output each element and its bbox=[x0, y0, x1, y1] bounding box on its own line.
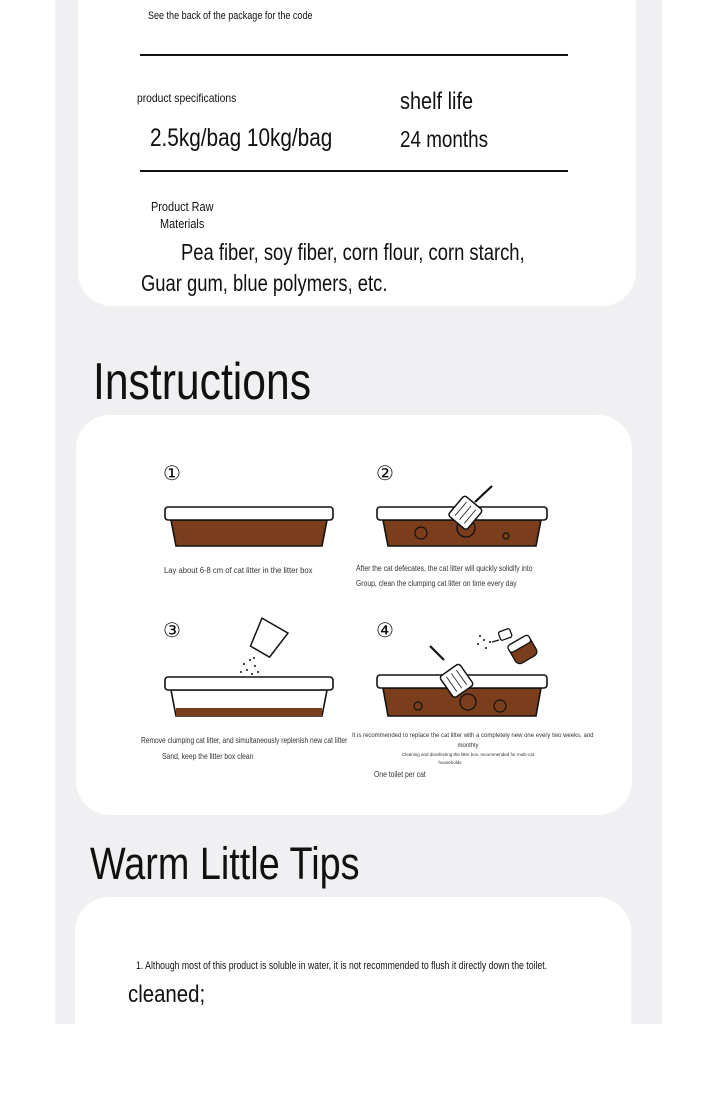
step-2-caption-line1: After the cat defecates, the cat litter will quickly solidify into bbox=[356, 564, 533, 573]
specifications-value: 2.5kg/bag 10kg/bag bbox=[150, 124, 333, 152]
step-4-number: ④ bbox=[376, 620, 394, 642]
step-4-clean-illustration bbox=[374, 620, 550, 720]
step-3-caption-line1: Remove clumping cat litter, and simultaneously replenish new cat litter bbox=[141, 736, 348, 745]
raw-materials-line2: Guar gum, blue polymers, etc. bbox=[141, 270, 388, 296]
step-2-scoop-illustration bbox=[374, 482, 550, 552]
step-4-caption-line5: One toilet per cat bbox=[374, 770, 426, 779]
step-1-caption: Lay about 6-8 cm of cat litter in the litter box bbox=[164, 565, 313, 575]
step-4-caption-line1: It is recommended to replace the cat litter with a completely new one every two weeks, and bbox=[352, 733, 594, 739]
raw-materials-label: Product Raw bbox=[151, 199, 214, 214]
raw-materials-label-line2: Materials bbox=[160, 216, 205, 231]
step-3-refill-illustration bbox=[162, 614, 338, 720]
instructions-heading: Instructions bbox=[93, 353, 312, 411]
step-1-litter-box-illustration bbox=[162, 500, 336, 552]
step-3-number: ③ bbox=[163, 620, 181, 642]
tip-1-continued: cleaned; bbox=[128, 981, 206, 1008]
warm-tips-heading: Warm Little Tips bbox=[90, 838, 360, 889]
shelf-life-value: 24 months bbox=[400, 126, 489, 152]
step-4-caption-line3: Cleaning and disinfecting the litter box, recommended for multi-cat bbox=[401, 752, 535, 757]
step-4-caption-line4: households bbox=[438, 760, 462, 765]
shelf-life-label: shelf life bbox=[400, 88, 474, 115]
step-4-caption-line2: monthly bbox=[457, 743, 479, 749]
specifications-label: product specifications bbox=[137, 91, 237, 105]
step-2-caption-line2: Group, clean the clumping cat litter on time every day bbox=[356, 579, 517, 588]
step-2-number: ② bbox=[376, 463, 394, 485]
step-1-number: ① bbox=[163, 463, 181, 485]
spec-divider-bottom bbox=[140, 170, 568, 172]
tip-1: 1. Although most of this product is soluble in water, it is not recommended to flush it directly down the toilet. bbox=[136, 960, 548, 972]
raw-materials-line1: Pea fiber, soy fiber, corn flour, corn starch, bbox=[181, 239, 525, 265]
code-note: See the back of the package for the code bbox=[148, 10, 313, 22]
spec-divider-top bbox=[140, 54, 568, 56]
step-3-caption-line2: Sand, keep the litter box clean bbox=[162, 752, 254, 761]
